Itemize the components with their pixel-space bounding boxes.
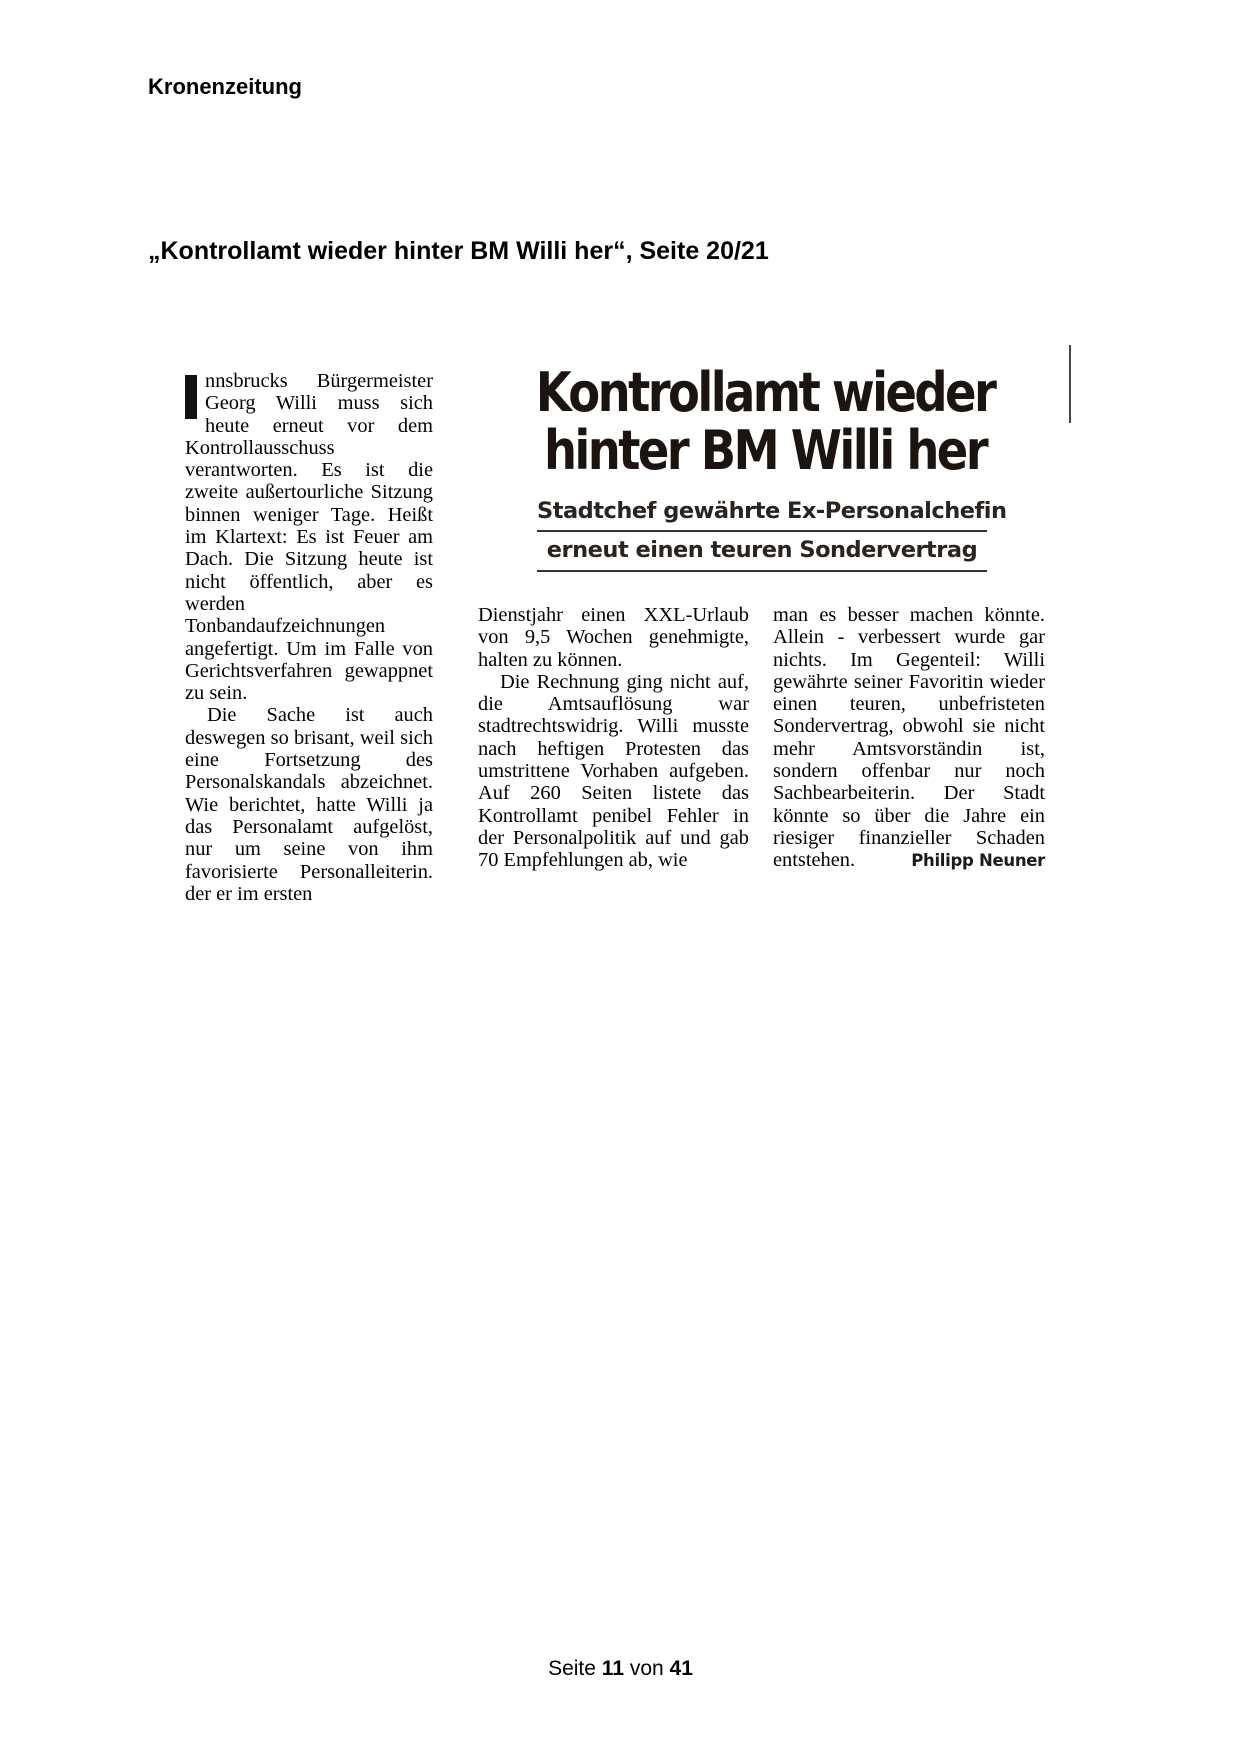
- clipping-edge-rule: [1069, 345, 1071, 423]
- article-paragraph: man es besser machen könnte. Allein - verbessert wurde gar nichts. Im Gegenteil: Willi gewährte seiner Favoritin wieder einen teuren, unbefristeten Sondervertrag, obwohl sie nicht mehr Amtsvorständin ist, sondern offenbar nur noch Sachbearbeiterin. Der Stadt könnte so über die Jahre ein riesiger finanzieller Schaden entstehen.: [773, 604, 1045, 872]
- article-column-1: [185, 370, 433, 905]
- current-page-number: 11: [601, 1657, 624, 1680]
- headline-line-2: hinter BM Willi her: [543, 419, 987, 482]
- page-footer: [0, 1657, 1241, 1681]
- headline-line-1: Kontrollamt wieder: [535, 361, 995, 424]
- total-page-count: 41: [669, 1657, 693, 1680]
- article-paragraph: Die Sache ist auch deswegen so brisant, weil sich eine Fortsetzung des Personalskandals abzeichnet. Wie berichtet, hatte Willi ja das Personalamt aufgelöst, nur um seine von ihm favorisierte Personalleiterin. der er im ersten: [185, 704, 433, 905]
- document-title: „Kontrollamt wieder hinter BM Willi her“, Seite 20/21: [148, 237, 769, 265]
- subheadline-line-1: Stadtchef gewährte Ex-Personalchefin: [537, 498, 1007, 524]
- article-author: Philipp Neuner: [911, 851, 1045, 871]
- footer-middle: von: [629, 1657, 664, 1680]
- article-paragraph: nnsbrucks Bürgermeister Georg Willi muss sich heute erneut vor dem Kontrollausschuss verantworten. Es ist die zweite außertourliche Sitzung binnen weniger Tage. Heißt im Klartext: Es ist Feuer am Dach. Die Sitzung heute ist nicht öffentlich, aber es werden Tonbandaufzeichnungen angefertigt. Um im Falle von Gerichtsverfahren gewappnet zu sein.: [185, 370, 433, 705]
- footer-prefix: Seite: [548, 1657, 596, 1680]
- subheadline-divider: [537, 570, 987, 572]
- subheadline-divider: [537, 530, 987, 532]
- article-column-2: [478, 604, 749, 872]
- subheadline-line-2: erneut einen teuren Sondervertrag: [546, 537, 978, 563]
- article-paragraph: Die Rechnung ging nicht auf, die Amtsauflösung war stadtrechtswidrig. Willi musste nach heftigen Protesten das umstrittene Vorhaben aufgeben. Auf 260 Seiten listete das Kontrollamt penibel Fehler in der Personalpolitik auf und gab 70 Empfehlungen ab, wie: [478, 670, 749, 872]
- article-column-3: [773, 604, 1045, 873]
- newspaper-source: Kronenzeitung: [148, 74, 302, 99]
- article-paragraph: Dienstjahr einen XXL-Urlaub von 9,5 Wochen genehmigte, halten zu können.: [478, 604, 749, 671]
- drop-cap-initial: [185, 375, 197, 419]
- article-headline: [524, 361, 1006, 482]
- newspaper-clipping: [185, 340, 1047, 905]
